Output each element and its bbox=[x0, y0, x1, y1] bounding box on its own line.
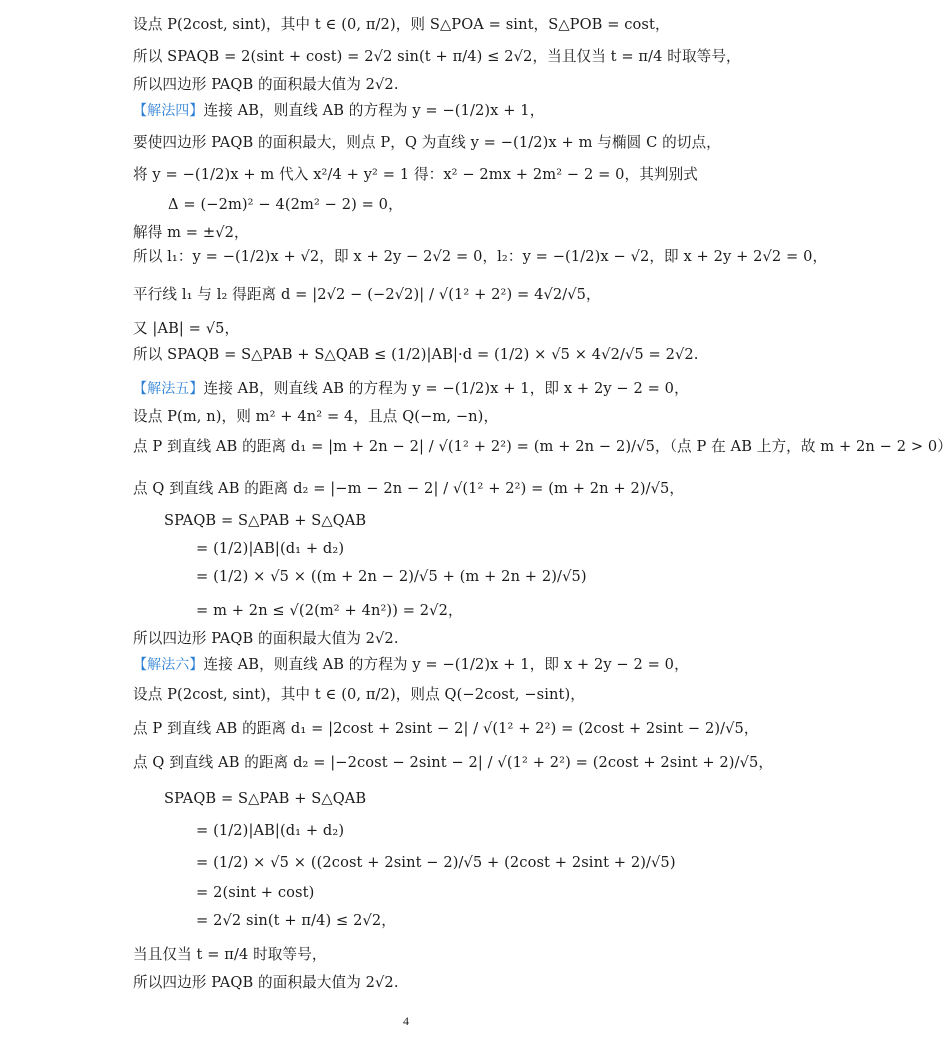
math-line bbox=[133, 132, 792, 154]
line-text: = (1/2) × √5 × ((m + 2n − 2)/√5 + (m + 2n + 2)/√5) bbox=[196, 568, 587, 585]
page-number: 4 bbox=[403, 1014, 409, 1028]
math-line bbox=[133, 46, 792, 68]
math-line bbox=[133, 752, 792, 774]
method-heading-line bbox=[133, 654, 792, 676]
line-text: 点 Q 到直线 AB 的距离 d₂ = |−m − 2n − 2| / √(1² + 2²) = (m + 2n + 2)/√5， bbox=[133, 480, 685, 497]
math-line bbox=[196, 910, 792, 932]
math-line bbox=[196, 820, 792, 842]
math-line bbox=[133, 318, 792, 340]
math-line bbox=[133, 344, 792, 366]
line-text: SPAQB = S△PAB + S△QAB bbox=[164, 512, 367, 529]
math-line bbox=[133, 74, 792, 96]
math-line bbox=[133, 284, 792, 306]
line-text: 连接 AB，则直线 AB 的方程为 y = −(1/2)x + 1， bbox=[203, 102, 545, 119]
method-tag: 【解法六】 bbox=[133, 657, 204, 673]
line-text: 平行线 l₁ 与 l₂ 得距离 d = |2√2 − (−2√2)| / √(1² + 2²) = 4√2/√5， bbox=[133, 286, 601, 303]
line-text: 连接 AB，则直线 AB 的方程为 y = −(1/2)x + 1，即 x + 2y − 2 = 0， bbox=[203, 380, 689, 397]
math-line bbox=[133, 222, 792, 244]
math-line bbox=[133, 718, 792, 740]
line-text: 所以 SPAQB = 2(sint + cost) = 2√2 sin(t + π/4) ≤ 2√2，当且仅当 t = π/4 时取等号， bbox=[133, 48, 741, 65]
line-text: 当且仅当 t = π/4 时取等号， bbox=[133, 946, 327, 963]
line-text: = 2√2 sin(t + π/4) ≤ 2√2， bbox=[196, 912, 396, 929]
math-line bbox=[133, 164, 792, 186]
math-line bbox=[133, 944, 792, 966]
line-text: 所以 SPAQB = S△PAB + S△QAB ≤ (1/2)|AB|·d = (1/2) × √5 × 4√2/√5 = 2√2. bbox=[133, 346, 699, 363]
math-line bbox=[133, 14, 792, 36]
line-text: 要使四边形 PAQB 的面积最大，则点 P，Q 为直线 y = −(1/2)x + m 与椭圆 C 的切点， bbox=[133, 134, 721, 151]
math-line bbox=[133, 246, 828, 268]
math-line bbox=[168, 194, 792, 216]
math-line bbox=[133, 478, 792, 500]
line-text: 点 P 到直线 AB 的距离 d₁ = |m + 2n − 2| / √(1² + 2²) = (m + 2n − 2)/√5，（点 P 在 AB 上方，故 m + 2n − 2 > 0） bbox=[133, 438, 952, 455]
line-text: 连接 AB，则直线 AB 的方程为 y = −(1/2)x + 1，即 x + 2y − 2 = 0， bbox=[203, 656, 689, 673]
line-text: 设点 P(2cost, sint)，其中 t ∈ (0, π/2)，则 S△POA = sint，S△POB = cost， bbox=[133, 16, 670, 33]
math-line bbox=[196, 852, 792, 874]
math-line bbox=[133, 628, 792, 650]
method-heading-line bbox=[133, 378, 792, 400]
line-text: 将 y = −(1/2)x + m 代入 x²/4 + y² = 1 得：x² − 2mx + 2m² − 2 = 0，其判别式 bbox=[133, 166, 698, 183]
line-text: SPAQB = S△PAB + S△QAB bbox=[164, 790, 367, 807]
line-text: 设点 P(2cost, sint)，其中 t ∈ (0, π/2)，则点 Q(−2cost, −sint)， bbox=[133, 686, 585, 703]
line-text: Δ = (−2m)² − 4(2m² − 2) = 0， bbox=[168, 196, 403, 213]
math-line bbox=[133, 972, 792, 994]
math-line bbox=[133, 684, 792, 706]
method-tag: 【解法四】 bbox=[133, 103, 204, 119]
math-line bbox=[133, 436, 952, 458]
math-line bbox=[196, 882, 792, 904]
line-text: 所以四边形 PAQB 的面积最大值为 2√2. bbox=[133, 974, 399, 991]
line-text: = (1/2)|AB|(d₁ + d₂) bbox=[196, 540, 345, 557]
math-line bbox=[164, 510, 792, 532]
line-text: = m + 2n ≤ √(2(m² + 4n²)) = 2√2， bbox=[196, 602, 463, 619]
math-line bbox=[196, 566, 792, 588]
line-text: = 2(sint + cost) bbox=[196, 884, 315, 901]
method-heading-line bbox=[133, 100, 792, 122]
line-text: 设点 P(m, n)，则 m² + 4n² = 4，且点 Q(−m, −n)， bbox=[133, 408, 499, 425]
line-text: = (1/2) × √5 × ((2cost + 2sint − 2)/√5 + (2cost + 2sint + 2)/√5) bbox=[196, 854, 676, 871]
math-line bbox=[196, 600, 792, 622]
math-line bbox=[133, 406, 792, 428]
method-tag: 【解法五】 bbox=[133, 381, 204, 397]
line-text: = (1/2)|AB|(d₁ + d₂) bbox=[196, 822, 345, 839]
math-line bbox=[196, 538, 792, 560]
line-text: 所以四边形 PAQB 的面积最大值为 2√2. bbox=[133, 76, 399, 93]
line-text: 点 Q 到直线 AB 的距离 d₂ = |−2cost − 2sint − 2| / √(1² + 2²) = (2cost + 2sint + 2)/√5， bbox=[133, 754, 774, 771]
math-line bbox=[164, 788, 792, 810]
line-text: 所以 l₁：y = −(1/2)x + √2，即 x + 2y − 2√2 = 0，l₂：y = −(1/2)x − √2，即 x + 2y + 2√2 = 0， bbox=[133, 248, 828, 265]
line-text: 所以四边形 PAQB 的面积最大值为 2√2. bbox=[133, 630, 399, 647]
line-text: 解得 m = ±√2， bbox=[133, 224, 249, 241]
line-text: 又 |AB| = √5， bbox=[133, 320, 240, 337]
line-text: 点 P 到直线 AB 的距离 d₁ = |2cost + 2sint − 2| / √(1² + 2²) = (2cost + 2sint − 2)/√5， bbox=[133, 720, 759, 737]
